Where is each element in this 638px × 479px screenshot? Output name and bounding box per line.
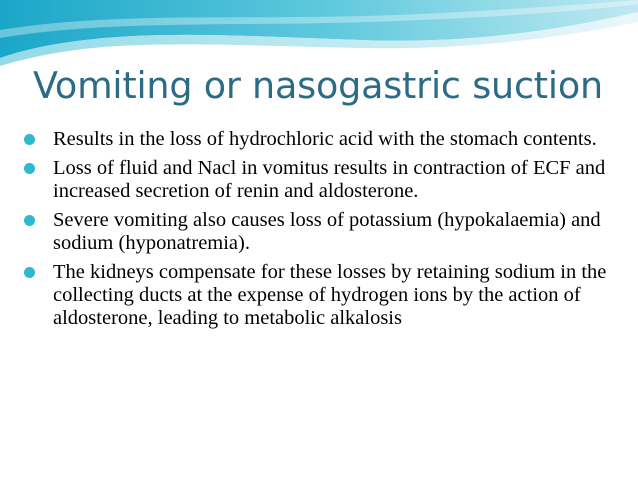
list-item (20, 128, 620, 151)
bullet-list (20, 128, 620, 336)
bullet-dot-icon (24, 134, 35, 145)
list-item (20, 209, 620, 255)
bullet-dot-icon (24, 267, 35, 278)
bullet-dot-icon (24, 163, 35, 174)
slide-title: Vomiting or nasogastric suction (33, 64, 603, 107)
bullet-dot-icon (24, 215, 35, 226)
bullet-text: The kidneys compensate for these losses by retaining sodium in the collecting ducts at the expense of hydrogen ions by the action of aldosterone, leading to metabolic alkalosis (53, 261, 607, 329)
bullet-text: Severe vomiting also causes loss of potassium (hypokalaemia) and sodium (hyponatremia). (53, 209, 601, 254)
list-item (20, 261, 620, 330)
bullet-text: Results in the loss of hydrochloric acid with the stomach contents. (53, 128, 597, 150)
bullet-text: Loss of fluid and Nacl in vomitus results in contraction of ECF and increased secretion of renin and aldosterone. (53, 157, 606, 202)
list-item (20, 157, 620, 203)
